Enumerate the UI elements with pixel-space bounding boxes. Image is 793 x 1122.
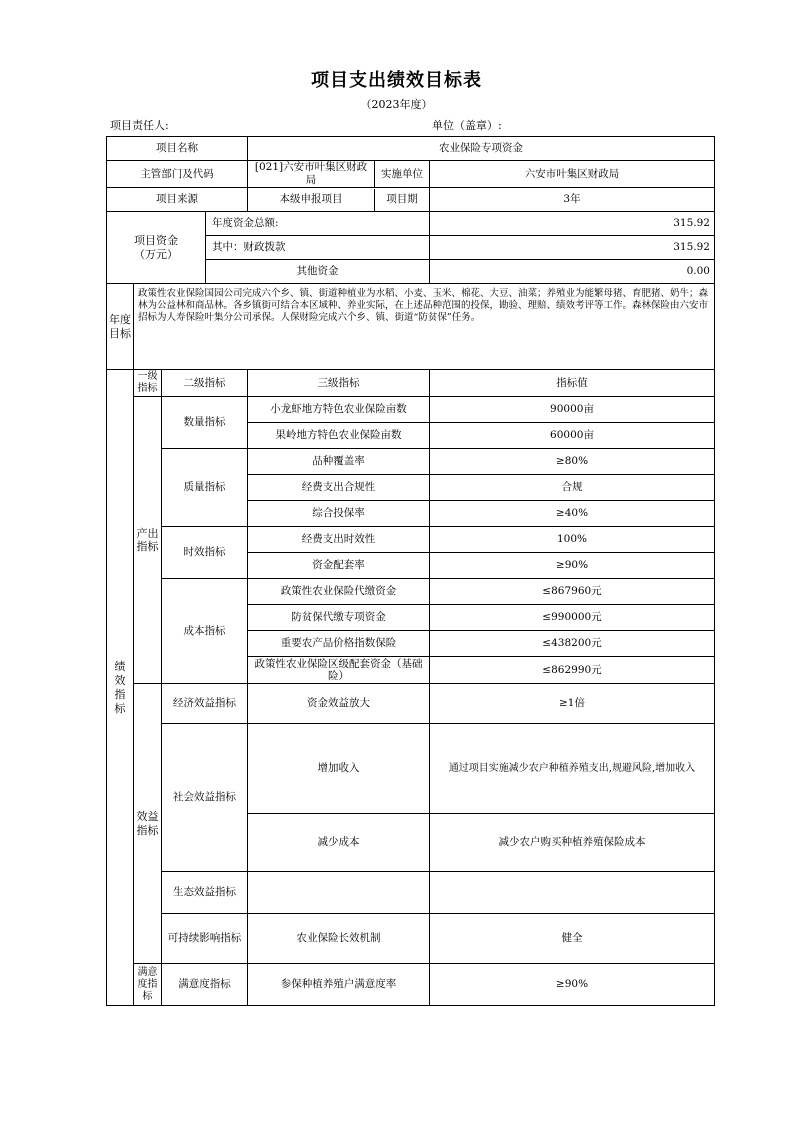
- source-label: 项目来源: [107, 188, 248, 212]
- indicator-name: 品种覆盖率: [248, 449, 430, 475]
- fiscal-year: （2023年度）: [360, 98, 433, 111]
- indicator-value: 合规: [430, 475, 715, 501]
- indicator-value: 90000亩: [430, 397, 715, 423]
- fund-fiscal-value: 315.92: [430, 236, 715, 260]
- social-label: 社会效益指标: [162, 724, 248, 872]
- row-department: [107, 161, 715, 188]
- perf-indicator-label: 绩 效 指 标: [107, 370, 134, 1006]
- row-project-name: [107, 137, 715, 161]
- header-level3: 三级指标: [248, 370, 430, 397]
- sustain-label: 可持续影响指标: [162, 914, 248, 964]
- header-value: 指标值: [430, 370, 715, 397]
- table-row: [107, 579, 715, 605]
- output-indicator-label: 产出 指标: [134, 397, 162, 684]
- indicator-name: 综合投保率: [248, 501, 430, 527]
- indicator-name: 参保种植养殖户满意度率: [248, 964, 430, 1006]
- indicator-name: 增加收入: [248, 724, 430, 814]
- performance-table: [106, 136, 715, 1006]
- table-row: [107, 397, 715, 423]
- indicator-value: 健全: [430, 914, 715, 964]
- row-indicator-header: [107, 370, 715, 397]
- fund-fiscal-label: 其中：财政拨款: [206, 236, 430, 260]
- benefit-indicator-label: 效益 指标: [134, 684, 162, 964]
- period-label: 项目期: [386, 193, 418, 206]
- indicator-name: 重要农产品价格指数保险: [248, 631, 430, 657]
- indicator-name: [248, 872, 430, 914]
- impl-label: 实施单位: [381, 167, 423, 180]
- indicator-name: 政策性农业保险区级配套资金（基础险）: [248, 657, 430, 684]
- satisfaction-indicator-label: 满意 度指 标: [134, 964, 162, 1006]
- indicator-name: 减少成本: [248, 814, 430, 872]
- fund-total-label: 年度资金总额:: [206, 212, 430, 236]
- unit-seal-label: 单位（盖章）:: [432, 119, 502, 132]
- econ-label: 经济效益指标: [162, 684, 248, 724]
- table-row: [107, 724, 715, 814]
- indicator-name: 防贫保代缴专项资金: [248, 605, 430, 631]
- responsible-person-label: 项目责任人:: [110, 119, 169, 132]
- table-row: [107, 914, 715, 964]
- source-value: 本级申报项目: [248, 189, 375, 211]
- table-row: [107, 449, 715, 475]
- indicator-name: 政策性农业保险代缴资金: [248, 579, 430, 605]
- header-level1: 一级 指标: [134, 370, 162, 397]
- table-row: [107, 684, 715, 724]
- indicator-value: ≤990000元: [430, 605, 715, 631]
- indicator-value: 100%: [430, 527, 715, 553]
- row-annual-goal: [107, 284, 715, 370]
- quality-label: 质量指标: [162, 449, 248, 527]
- cost-label: 成本指标: [162, 579, 248, 684]
- indicator-name: 农业保险长效机制: [248, 914, 430, 964]
- row-fund-total: [107, 212, 715, 236]
- page-title: 项目支出绩效目标表: [311, 70, 482, 91]
- indicator-value: ≤862990元: [430, 657, 715, 684]
- project-name-value: 农业保险专项资金: [248, 137, 715, 161]
- satisfaction-sub-label: 满意度指标: [162, 964, 248, 1006]
- indicator-value: 通过项目实施减少农户种植养殖支出,规避风险,增加收入: [430, 724, 715, 814]
- timeliness-label: 时效指标: [162, 527, 248, 579]
- indicator-name: 资金效益放大: [248, 684, 430, 724]
- fund-label: 项目资金 （万元）: [107, 212, 206, 284]
- indicator-value: [430, 872, 715, 914]
- indicator-value: ≤438200元: [430, 631, 715, 657]
- indicator-name: 果岭地方特色农业保险亩数: [248, 423, 430, 449]
- dept-label: 主管部门及代码: [107, 161, 248, 188]
- indicator-name: 小龙虾地方特色农业保险亩数: [248, 397, 430, 423]
- indicator-value: 60000亩: [430, 423, 715, 449]
- indicator-name: 经费支出时效性: [248, 527, 430, 553]
- fund-total-value: 315.92: [430, 212, 715, 236]
- quantity-label: 数量指标: [162, 397, 248, 449]
- table-row: [107, 872, 715, 914]
- indicator-name: 经费支出合规性: [248, 475, 430, 501]
- indicator-value: ≥90%: [430, 964, 715, 1006]
- goal-text: 政策性农业保险国园公司完成六个乡、镇、街道种植业为水稻、小麦、玉米、棉花、大豆、油菜；养殖业为能繁母猪、育肥猪、奶牛；森林为公益林和商品林。各乡镇街可结合本区域种、养业实际，在上述品种范围的投保，勘验、理赔、绩效考评等工作。森林保险由六安市招标为人寿保险叶集分公司承保。人保财险完成六个乡、镇、街道“防贫保”任务。: [134, 284, 715, 370]
- indicator-value: ≥40%: [430, 501, 715, 527]
- project-name-label: 项目名称: [107, 137, 248, 161]
- table-row: [107, 964, 715, 1006]
- row-source: [107, 188, 715, 212]
- indicator-value: ≥1倍: [430, 684, 715, 724]
- eco-label: 生态效益指标: [162, 872, 248, 914]
- indicator-name: 资金配套率: [248, 553, 430, 579]
- fund-other-label: 其他资金: [206, 260, 430, 284]
- table-row: [107, 527, 715, 553]
- header-level2: 二级指标: [162, 370, 248, 397]
- indicator-value: ≥80%: [430, 449, 715, 475]
- goal-label: 年度 目标: [107, 284, 134, 370]
- indicator-value: ≤867960元: [430, 579, 715, 605]
- indicator-value: 减少农户购买种植养殖保险成本: [430, 814, 715, 872]
- indicator-value: ≥90%: [430, 553, 715, 579]
- dept-value: [021]六安市叶集区财政局: [248, 161, 375, 187]
- impl-value: 六安市叶集区财政局: [430, 161, 715, 188]
- fund-other-value: 0.00: [430, 260, 715, 284]
- period-value: 3年: [430, 188, 715, 212]
